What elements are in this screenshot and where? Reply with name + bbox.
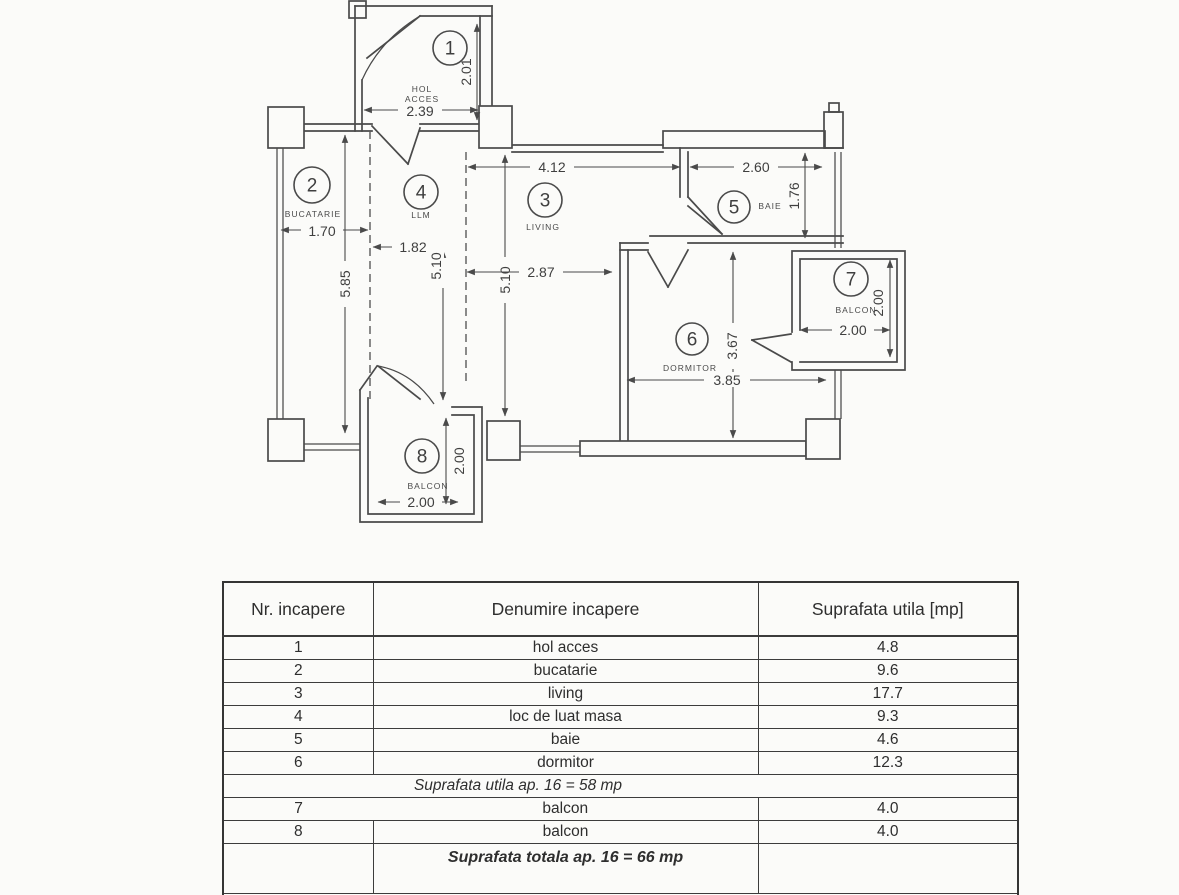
- table-row: [223, 821, 1018, 844]
- cell-nr: 2: [223, 660, 373, 683]
- cell-name: loc de luat masa: [373, 706, 758, 729]
- pillar: [487, 421, 520, 460]
- pillar: [806, 419, 840, 459]
- door-leaf: [372, 126, 408, 164]
- cell-name: living: [373, 683, 758, 706]
- cell-area: 4.0: [758, 821, 1018, 844]
- dim-dorm-h: 3.67: [724, 332, 740, 360]
- table-row: [223, 683, 1018, 706]
- cell-empty: [758, 844, 1018, 894]
- door-arc: [362, 16, 420, 80]
- cell-name: hol acces: [373, 636, 758, 660]
- room-markers: [285, 31, 877, 491]
- cell-name: bucatarie: [373, 660, 758, 683]
- cell-name: balcon: [373, 821, 758, 844]
- dim-baie-h: 1.76: [786, 182, 802, 210]
- room8-label: BALCON: [407, 481, 449, 491]
- dim-llm-h: 5.10: [428, 252, 444, 280]
- room3-number: 3: [539, 190, 551, 212]
- pillar: [268, 107, 304, 148]
- dim-llm-w: 1.82: [399, 239, 427, 255]
- wall-bottom-thick: [580, 441, 806, 456]
- total-row: [223, 844, 1018, 894]
- wall-nub-cap: [829, 103, 839, 112]
- table-row: [223, 798, 1018, 821]
- cell-name: balcon: [373, 798, 758, 821]
- dim-balcon8-w: 2.00: [407, 494, 435, 510]
- dim-buc-w: 1.70: [308, 223, 336, 239]
- dim-hol-w: 2.39: [406, 103, 434, 119]
- dim-dorm-w: 3.85: [713, 372, 741, 388]
- table-row: [223, 752, 1018, 775]
- door-leaf: [408, 128, 420, 164]
- door-leaf: [752, 334, 791, 340]
- cell-name: baie: [373, 729, 758, 752]
- room2-label: BUCATARIE: [284, 209, 342, 219]
- door-leaf: [668, 250, 688, 287]
- door-leaf: [688, 206, 722, 234]
- cell-area: 12.3: [758, 752, 1018, 775]
- room6-label: DORMITOR: [662, 363, 718, 373]
- cell-nr: 1: [223, 636, 373, 660]
- cell-nr: 8: [223, 821, 373, 844]
- dim-balcon7-w: 2.00: [839, 322, 867, 338]
- dashed-partitions: [370, 131, 466, 400]
- cell-area: 4.6: [758, 729, 1018, 752]
- table-row: [223, 660, 1018, 683]
- room4-number: 4: [415, 182, 427, 204]
- dim-balcon8-h: 2.00: [451, 447, 467, 475]
- room3-label: LIVING: [526, 222, 560, 232]
- dim-living-mid: 2.87: [527, 264, 555, 280]
- pillar: [479, 106, 512, 148]
- header-denumire: Denumire incapere: [373, 582, 758, 636]
- cell-nr: 4: [223, 706, 373, 729]
- room7-number: 7: [845, 269, 857, 291]
- dim-living-h: 5.10: [497, 266, 513, 294]
- room2-number: 2: [306, 175, 318, 197]
- cell-area: 17.7: [758, 683, 1018, 706]
- table-header-row: [223, 582, 1018, 636]
- table-row: [223, 706, 1018, 729]
- cell-nr: 6: [223, 752, 373, 775]
- room4-label: LLM: [411, 210, 431, 220]
- cell-nr: 7: [223, 798, 373, 821]
- pillar: [268, 419, 304, 461]
- cell-nr: 5: [223, 729, 373, 752]
- total-text: Suprafata totala ap. 16 = 66 mp: [373, 844, 758, 894]
- dim-buc-h: 5.85: [337, 270, 353, 298]
- room5-label: BAIE: [758, 201, 782, 211]
- subtotal-row: [223, 775, 1018, 798]
- cell-empty: [223, 844, 373, 894]
- dimensions: [281, 24, 890, 510]
- dim-balcon7-h: 2.00: [870, 289, 886, 317]
- cell-nr: 3: [223, 683, 373, 706]
- table-row: [223, 636, 1018, 660]
- room-areas-table: [222, 581, 1019, 895]
- room5-number: 5: [728, 197, 740, 219]
- wall-nub: [824, 112, 843, 148]
- table-row: [223, 729, 1018, 752]
- wall-parapet: [663, 131, 825, 148]
- room8-number: 8: [416, 446, 428, 468]
- dim-hol-h: 2.01: [458, 58, 474, 86]
- dim-baie-w: 2.60: [742, 159, 770, 175]
- room1-label-line2: ACCES: [404, 94, 440, 104]
- header-suprafata: Suprafata utila [mp]: [758, 582, 1018, 636]
- room1-number: 1: [444, 38, 456, 60]
- room6-number: 6: [686, 329, 698, 351]
- room7-label: BALCON: [835, 305, 877, 315]
- header-nr-incapere: Nr. incapere: [223, 582, 373, 636]
- wall-block: [349, 1, 366, 18]
- cell-area: 4.0: [758, 798, 1018, 821]
- door-leaf: [367, 16, 420, 58]
- dim-living-top: 4.12: [538, 159, 566, 175]
- door-leaf: [688, 197, 722, 234]
- room1-label-line1: HOL: [411, 84, 433, 94]
- cell-area: 9.6: [758, 660, 1018, 683]
- door-leaf: [752, 340, 791, 362]
- door-leaf: [648, 252, 668, 287]
- cell-name: dormitor: [373, 752, 758, 775]
- cell-area: 4.8: [758, 636, 1018, 660]
- cell-area: 9.3: [758, 706, 1018, 729]
- subtotal-text: Suprafata utila ap. 16 = 58 mp: [223, 775, 1018, 798]
